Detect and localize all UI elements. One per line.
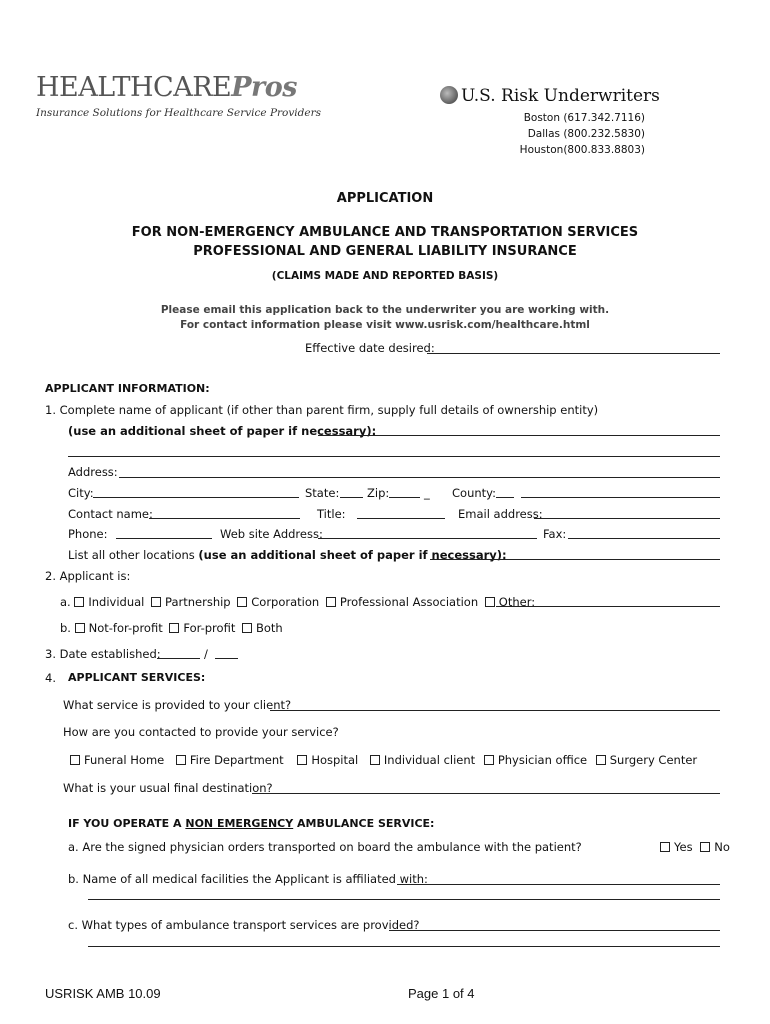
physician-office-label: Physician office [497, 753, 588, 767]
email-field[interactable] [534, 518, 720, 519]
affiliated-facilities-field-2[interactable] [88, 899, 720, 900]
q3-label: 3. Date established: [45, 647, 161, 661]
logo-tagline: Insurance Solutions for Healthcare Service Providers [36, 107, 321, 119]
corporation-checkbox[interactable] [237, 597, 247, 607]
q2-label: 2. Applicant is: [45, 569, 131, 583]
q4-num: 4. [45, 671, 56, 685]
ne-heading-post: AMBULANCE SERVICE: [293, 817, 435, 830]
zip-label: Zip: [367, 486, 390, 500]
for-profit-checkbox[interactable] [169, 623, 179, 633]
hospital-checkbox[interactable] [297, 755, 307, 765]
qa-yes-no [660, 840, 730, 854]
ne-heading-pre: IF YOU OPERATE A [68, 817, 186, 830]
phone-field[interactable] [116, 538, 212, 539]
state-label: State: [305, 486, 340, 500]
funeral-home-checkbox[interactable] [70, 755, 80, 765]
company-name: U.S. Risk Underwriters [461, 86, 660, 106]
final-destination-field[interactable] [252, 793, 720, 794]
form-id: USRISK AMB 10.09 [45, 986, 161, 1001]
locations-prefix: List all other locations [68, 548, 199, 562]
address-field[interactable] [119, 477, 720, 478]
partnership-label: Partnership [165, 595, 231, 609]
effective-date-field[interactable] [427, 353, 720, 354]
q2a-prefix: a. [60, 595, 71, 609]
q2b-prefix: b. [60, 621, 71, 635]
logo-main-text: HEALTHCARE [36, 72, 232, 103]
funeral-home-label: Funeral Home [84, 753, 165, 767]
title-field[interactable] [357, 518, 445, 519]
yes-checkbox[interactable] [660, 842, 670, 852]
corporation-label: Corporation [251, 595, 320, 609]
title-label: Title: [317, 507, 346, 521]
phone-label: Phone: [68, 527, 108, 541]
instruction-line-2: For contact information please visit www.usrisk.com/healthcare.html [180, 319, 590, 331]
address-label: Address: [68, 465, 118, 479]
instruction-line-1: Please email this application back to the underwriter you are working with. [160, 304, 610, 316]
individual-label: Individual [88, 595, 145, 609]
zip-suffix: _ [424, 486, 430, 500]
transport-types-field-2[interactable] [88, 946, 720, 947]
physician-office-checkbox[interactable] [484, 755, 494, 765]
date-established-month[interactable] [157, 658, 200, 659]
individual-client-label: Individual client [383, 753, 476, 767]
effective-date-label: Effective date desired: [305, 341, 435, 355]
other-locations-field[interactable] [430, 559, 720, 560]
fire-department-checkbox[interactable] [176, 755, 186, 765]
not-for-profit-label: Not-for-profit [88, 621, 163, 635]
office-dallas: Dallas (800.232.5830) [527, 128, 645, 140]
office-boston: Boston (617.342.7116) [523, 112, 645, 124]
title-line-1: FOR NON-EMERGENCY AMBULANCE AND TRANSPORTATION SERVICES [131, 225, 639, 240]
final-destination-label: What is your usual final destination? [63, 781, 273, 795]
logo-italic-text: Pros [231, 72, 297, 103]
what-service-field[interactable] [270, 710, 720, 711]
other-type-field[interactable] [496, 606, 720, 607]
both-checkbox[interactable] [242, 623, 252, 633]
city-label: City: [68, 486, 94, 500]
partnership-checkbox[interactable] [151, 597, 161, 607]
website-field[interactable] [318, 538, 537, 539]
professional-association-checkbox[interactable] [326, 597, 336, 607]
page-number: Page 1 of 4 [408, 986, 475, 1001]
yes-label: Yes [674, 840, 693, 854]
state-field[interactable] [340, 497, 363, 498]
globe-icon [440, 86, 458, 104]
applicant-name-field[interactable] [318, 435, 720, 436]
no-checkbox[interactable] [700, 842, 710, 852]
date-established-year[interactable] [215, 658, 238, 659]
date-separator: / [204, 647, 208, 661]
q2b-row [60, 621, 283, 635]
affiliated-facilities-field[interactable] [397, 884, 720, 885]
q2a-row [60, 595, 535, 609]
other-label: Other: [498, 595, 536, 609]
county-label: County: [452, 486, 496, 500]
website-label: Web site Address: [220, 527, 323, 541]
fax-field[interactable] [568, 538, 720, 539]
healthcarepros-logo [36, 72, 297, 103]
office-houston: Houston(800.833.8803) [519, 144, 645, 156]
hospital-label: Hospital [311, 753, 359, 767]
title-basis: (CLAIMS MADE AND REPORTED BASIS) [271, 270, 499, 282]
fire-department-label: Fire Department [189, 753, 284, 767]
county-field-1[interactable] [496, 497, 514, 498]
contact-options-row [70, 753, 697, 767]
page-title: APPLICATION [336, 191, 434, 206]
city-field[interactable] [93, 497, 299, 498]
surgery-center-checkbox[interactable] [596, 755, 606, 765]
contact-name-label: Contact name: [68, 507, 153, 521]
transport-types-field[interactable] [389, 930, 720, 931]
both-label: Both [255, 621, 283, 635]
email-label: Email address: [458, 507, 543, 521]
fax-label: Fax: [543, 527, 567, 541]
qc-label: c. What types of ambulance transport services are provided? [68, 918, 420, 932]
qa-label: a. Are the signed physician orders transported on board the ambulance with the patient? [68, 840, 582, 854]
locations-note: (use an additional sheet of paper if necessary): [198, 548, 507, 562]
usrisk-logo [440, 86, 660, 106]
qb-label: b. Name of all medical facilities the Applicant is affiliated with: [68, 872, 428, 886]
applicant-name-field-2[interactable] [68, 456, 720, 457]
for-profit-label: For-profit [183, 621, 236, 635]
applicant-info-heading: APPLICANT INFORMATION: [45, 382, 210, 395]
how-contacted-label: How are you contacted to provide your service? [63, 725, 339, 739]
q1-note: (use an additional sheet of paper if necessary): [68, 424, 377, 438]
other-checkbox[interactable] [485, 597, 495, 607]
zip-field[interactable] [389, 497, 420, 498]
no-label: No [714, 840, 730, 854]
individual-client-checkbox[interactable] [370, 755, 380, 765]
surgery-center-label: Surgery Center [609, 753, 698, 767]
contact-name-field[interactable] [149, 518, 300, 519]
q1-label: 1. Complete name of applicant (if other than parent firm, supply full details of ownership entity) [45, 403, 599, 417]
ne-heading-underlined: NON EMERGENCY [185, 817, 294, 830]
what-service-label: What service is provided to your client? [63, 698, 292, 712]
title-line-2: PROFESSIONAL AND GENERAL LIABILITY INSURANCE [193, 244, 577, 259]
professional-association-label: Professional Association [339, 595, 479, 609]
q4-heading: APPLICANT SERVICES: [68, 671, 206, 684]
non-emergency-heading [68, 817, 434, 830]
individual-checkbox[interactable] [74, 597, 84, 607]
office-contacts [520, 110, 645, 158]
county-field-2[interactable] [521, 497, 720, 498]
not-for-profit-checkbox[interactable] [75, 623, 85, 633]
